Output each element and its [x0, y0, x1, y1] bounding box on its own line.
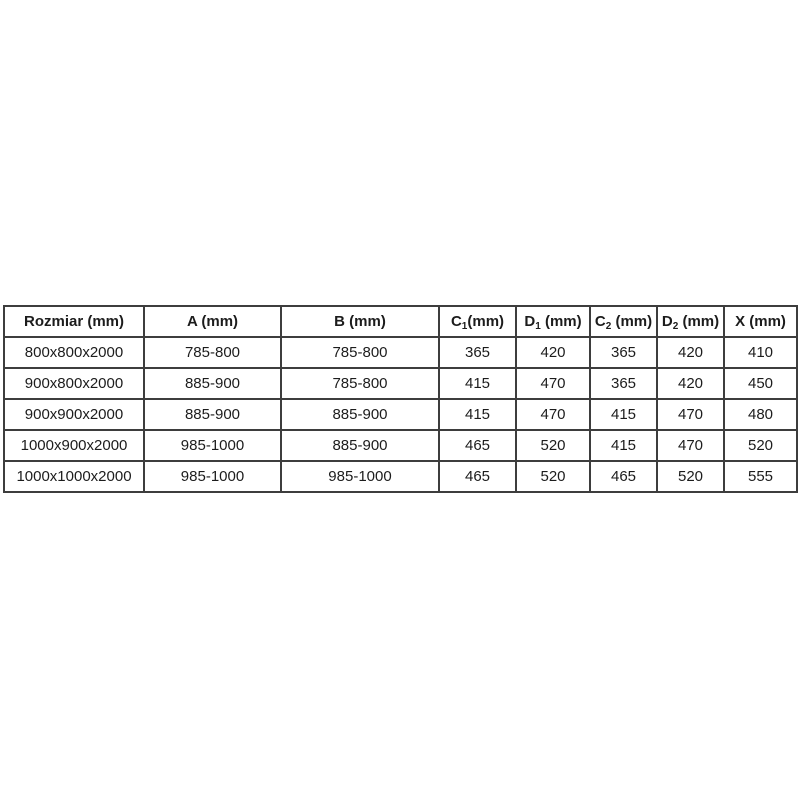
table-header-row — [4, 306, 797, 337]
table-row — [4, 461, 797, 492]
cell-x: 410 — [724, 337, 797, 368]
column-header-a: A (mm) — [144, 306, 281, 337]
table-row — [4, 368, 797, 399]
cell-size: 1000x900x2000 — [4, 430, 144, 461]
cell-a: 985-1000 — [144, 430, 281, 461]
cell-d1: 420 — [516, 337, 590, 368]
cell-b: 985-1000 — [281, 461, 439, 492]
cell-c2: 415 — [590, 399, 657, 430]
cell-size: 900x900x2000 — [4, 399, 144, 430]
cell-d1: 520 — [516, 430, 590, 461]
column-header-c1: $C_1(mm)$ — [439, 306, 516, 337]
cell-size: 900x800x2000 — [4, 368, 144, 399]
cell-d1: 520 — [516, 461, 590, 492]
cell-b: 785-800 — [281, 368, 439, 399]
column-header-rozmiar: Rozmiar (mm) — [4, 306, 144, 337]
column-header-c2: $C_2$ (mm) — [590, 306, 657, 337]
table-row — [4, 399, 797, 430]
cell-a: 985-1000 — [144, 461, 281, 492]
cell-a: 885-900 — [144, 399, 281, 430]
cell-c1: 415 — [439, 399, 516, 430]
cell-x: 480 — [724, 399, 797, 430]
cell-d2: 420 — [657, 337, 724, 368]
column-header-b: B (mm) — [281, 306, 439, 337]
cell-c2: 365 — [590, 368, 657, 399]
cell-c1: 465 — [439, 430, 516, 461]
column-header-x: X (mm) — [724, 306, 797, 337]
cell-d2: 420 — [657, 368, 724, 399]
column-header-d1: $D_1$ (mm) — [516, 306, 590, 337]
cell-c2: 365 — [590, 337, 657, 368]
cell-d2: 470 — [657, 399, 724, 430]
cell-size: 800x800x2000 — [4, 337, 144, 368]
cell-d2: 470 — [657, 430, 724, 461]
cell-x: 450 — [724, 368, 797, 399]
cell-b: 885-900 — [281, 430, 439, 461]
cell-c2: 415 — [590, 430, 657, 461]
cell-d2: 520 — [657, 461, 724, 492]
cell-c2: 465 — [590, 461, 657, 492]
cell-b: 785-800 — [281, 337, 439, 368]
cell-d1: 470 — [516, 399, 590, 430]
cell-a: 885-900 — [144, 368, 281, 399]
dimension-table-container — [3, 305, 796, 493]
cell-d1: 470 — [516, 368, 590, 399]
cell-c1: 365 — [439, 337, 516, 368]
cell-b: 885-900 — [281, 399, 439, 430]
cell-a: 785-800 — [144, 337, 281, 368]
table-row — [4, 430, 797, 461]
cell-size: 1000x1000x2000 — [4, 461, 144, 492]
column-header-d2: $D_2$ (mm) — [657, 306, 724, 337]
cell-x: 555 — [724, 461, 797, 492]
cell-x: 520 — [724, 430, 797, 461]
cell-c1: 465 — [439, 461, 516, 492]
table-row — [4, 337, 797, 368]
dimension-table — [3, 305, 798, 493]
cell-c1: 415 — [439, 368, 516, 399]
